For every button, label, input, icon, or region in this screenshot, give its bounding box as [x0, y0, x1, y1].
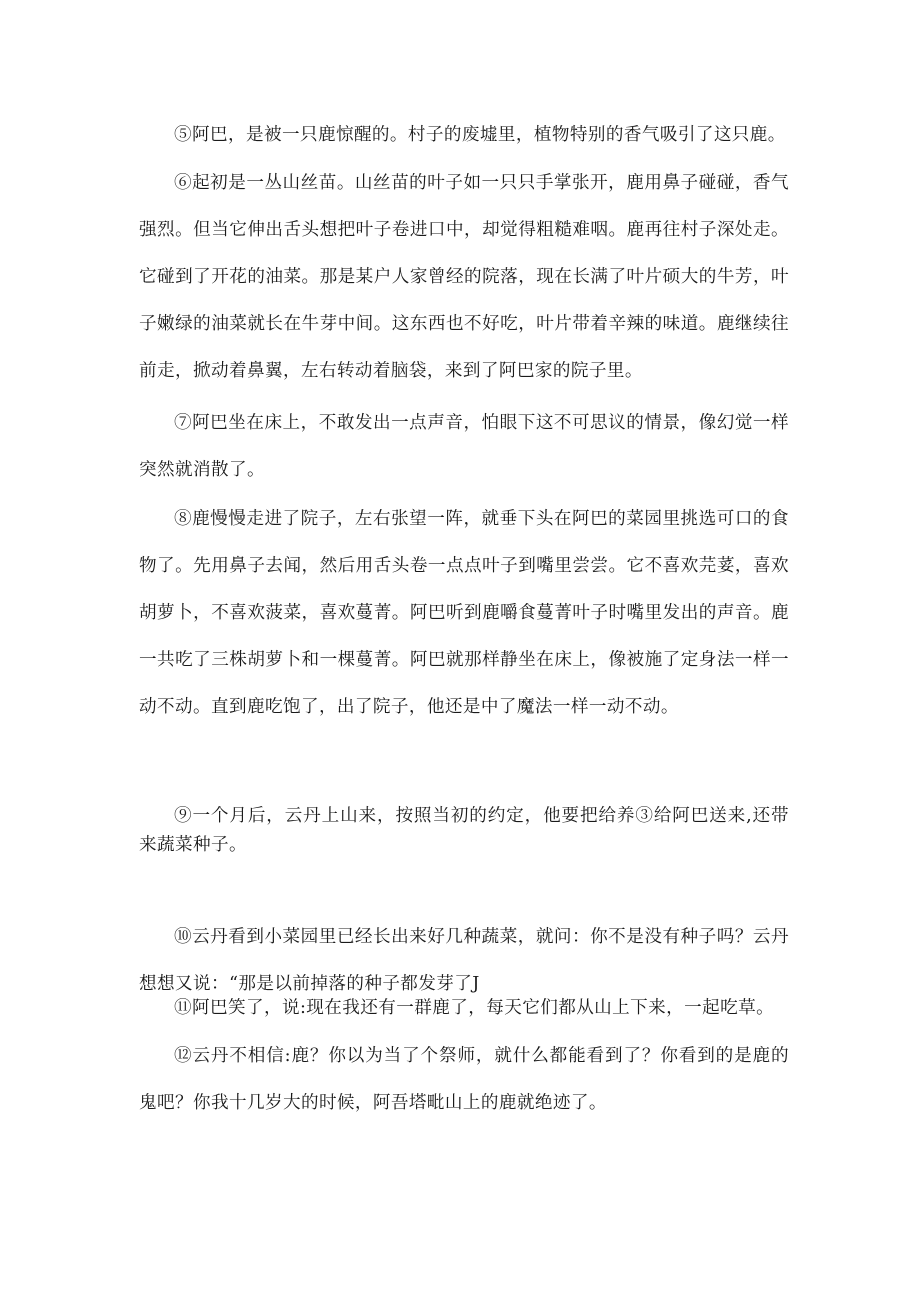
- paragraph-5: ⑤阿巴，是被一只鹿惊醒的。村子的废墟里，植物特别的香气吸引了这只鹿。: [174, 125, 786, 145]
- paragraph-7: ⑦阿巴坐在床上，不敢发出一点声音，怕眼下这不可思议的情景，像幻觉一样突然就消散了。: [139, 413, 789, 480]
- paragraph-9: ⑨一个月后，云丹上山来，按照当初的约定，他要把给养③给阿巴送来,还带来蔬菜种子。: [139, 806, 789, 855]
- paragraph-8: ⑧鹿慢慢走进了院子，左右张望一阵，就垂下头在阿巴的菜园里挑选可口的食物了。先用鼻子去闻，然后用舌头卷一点点叶子到嘴里尝尝。它不喜欢芫荽，喜欢胡萝卜，不喜欢菠菜，喜欢蔓菁。阿巴听到鹿嚼食蔓菁叶子时嘴里发出的声音。鹿一共吃了三株胡萝卜和一棵蔓菁。阿巴就那样静坐在床上，像被施了定身法一样一动不动。直到鹿吃饱了，出了院子，他还是中了魔法一样一动不动。: [139, 509, 789, 717]
- paragraph-6: ⑥起初是一丛山丝苗。山丝苗的叶子如一只只手掌张开，鹿用鼻子碰碰，香气强烈。但当它伸出舌头想把叶子卷进口中，却觉得粗糙难咽。鹿再往村子深处走。它碰到了开花的油菜。那是某户人家曾经的院落，现在长满了叶片硕大的牛芳，叶子嫩绿的油菜就长在牛芽中间。这东西也不好吃，叶片带着辛辣的味道。鹿继续往前走，掀动着鼻翼，左右转动着脑袋，来到了阿巴家的院子里。: [139, 173, 789, 381]
- paragraph-10: ⑩云丹看到小菜园里已经长出来好几种蔬菜，就问：你不是没有种子吗？云丹想想又说：“那是以前掉落的种子都发芽了J: [139, 927, 789, 994]
- paragraph-11: ⑪阿巴笑了，说:现在我还有一群鹿了，每天它们都从山上下来，一起吃草。: [174, 998, 775, 1018]
- paragraph-12: ⑫云丹不相信:鹿？你以为当了个祭师，就什么都能看到了？你看到的是鹿的鬼吧？你我十几岁大的时候，阿吾塔毗山上的鹿就绝迹了。: [139, 1046, 789, 1113]
